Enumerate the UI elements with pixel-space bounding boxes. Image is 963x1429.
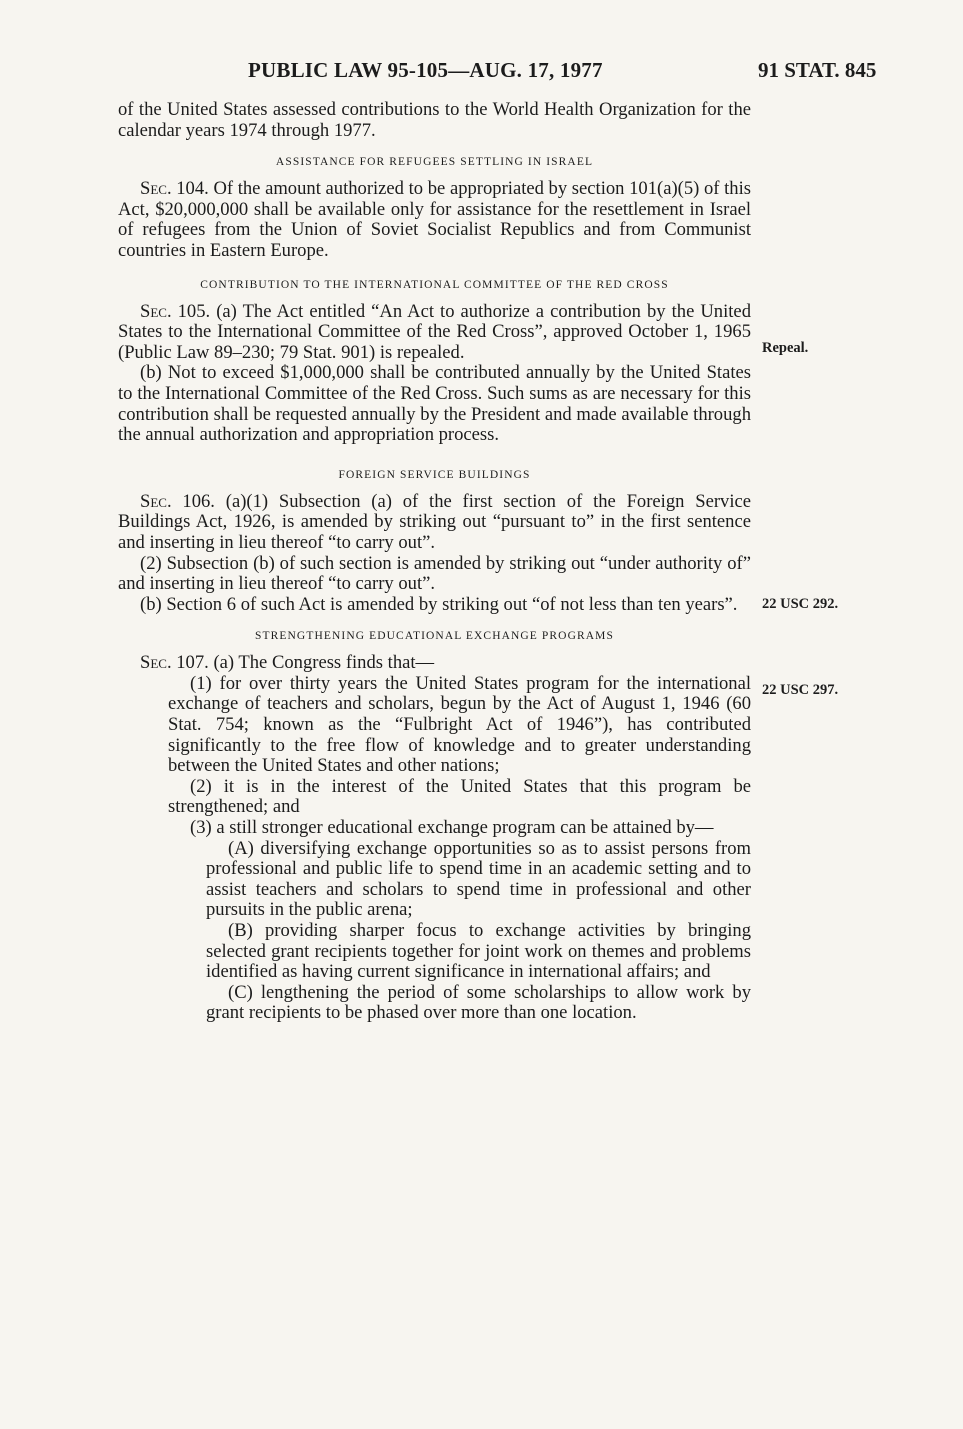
section-106-heading: FOREIGN SERVICE BUILDINGS: [338, 468, 531, 481]
margin-note-22-usc-297: 22 USC 297.: [762, 682, 839, 698]
section-107-item-1: (1) for over thirty years the United States program for the international exchange of teachers and scholars, begun by the Act of August 1, 1946 (60 Stat. 754; known as the “Fulbright Act of 1946”), has contributed significantly to the free flow of knowledge and to greater understanding between the United States and other nations;: [168, 672, 751, 777]
statute-page-number: 91 STAT. 845: [758, 58, 877, 82]
section-106-b: (b) Section 6 of such Act is amended by striking out “of not less than ten years”.: [140, 593, 738, 615]
section-107-item-B: (B) providing sharper focus to exchange activities by bringing selected grant recipients together for joint work on themes and problems identified as having current significance in international affairs; and: [206, 920, 751, 983]
section-107-intro-body: (a) The Congress finds that—: [213, 652, 435, 674]
margin-note-repeal: Repeal.: [762, 340, 809, 356]
section-104-text: [118, 179, 751, 261]
section-105-a: [118, 302, 751, 364]
section-104-label: Sec. 104.: [140, 178, 209, 200]
page-header: [0, 52, 963, 84]
section-106-a2: (2) Subsection (b) of such section is amended by striking out “under authority of” and inserting in lieu thereof “to carry out”.: [118, 552, 751, 595]
section-104-body: Of the amount authorized to be appropriated by section 101(a)(5) of this Act, $20,000,000 shall be available only for assistance for the resettlement in Israel of refugees from the Union of Soviet Socialist Republics and from Communist countries in Eastern Europe.: [118, 178, 751, 261]
bleed-through-note: [786, 98, 896, 114]
opening-paragraph: of the United States assessed contributions to the World Health Organization for the calendar years 1974 through 1977.: [118, 99, 751, 141]
document-body: [118, 100, 751, 1024]
section-107-item-2: (2) it is in the interest of the United States that this program be strengthened; and: [168, 775, 751, 818]
section-106-a1: [118, 492, 751, 554]
margin-note-22-usc-292: 22 USC 292.: [762, 596, 839, 612]
section-107-intro: [118, 653, 751, 674]
section-107-heading: STRENGTHENING EDUCATIONAL EXCHANGE PROGRAMS: [255, 630, 614, 643]
section-105-heading: CONTRIBUTION TO THE INTERNATIONAL COMMITTEE OF THE RED CROSS: [200, 278, 669, 291]
section-107-item-3: (3) a still stronger educational exchange program can be attained by—: [190, 817, 714, 839]
section-105-b: (b) Not to exceed $1,000,000 shall be contributed annually by the United States to the International Committee of the Red Cross. Such sums as are necessary for this contribution shall be requested annually by the President and made available through the annual authorization and appropriation process.: [118, 362, 751, 446]
section-105-label: Sec. 105.: [140, 300, 211, 322]
section-107-item-C: (C) lengthening the period of some scholarships to allow work by grant recipients to be phased over more than one location.: [206, 981, 751, 1024]
section-106-a1-body: (a)(1) Subsection (a) of the first section of the Foreign Service Buildings Act, 1926, is amended by striking out “pursuant to” in the first sentence and inserting in lieu thereof “to carry out”.: [118, 490, 751, 553]
section-105-a-body: (a) The Act entitled “An Act to authorize a contribution by the United States to the International Committee of the Red Cross”, approved October 1, 1965 (Public Law 89–230; 79 Stat. 901) is repealed.: [118, 300, 751, 363]
section-106-label: Sec. 106.: [140, 490, 215, 512]
section-107-item-A: (A) diversifying exchange opportunities so as to assist persons from professional and public life to spend time in an academic setting and to assist teachers and scholars to spend time in professional and other pursuits in the public arena;: [206, 837, 751, 921]
section-104-heading: ASSISTANCE FOR REFUGEES SETTLING IN ISRAEL: [275, 156, 594, 169]
section-107-label: Sec. 107.: [140, 652, 209, 674]
public-law-title: PUBLIC LAW 95-105—AUG. 17, 1977: [248, 58, 603, 82]
